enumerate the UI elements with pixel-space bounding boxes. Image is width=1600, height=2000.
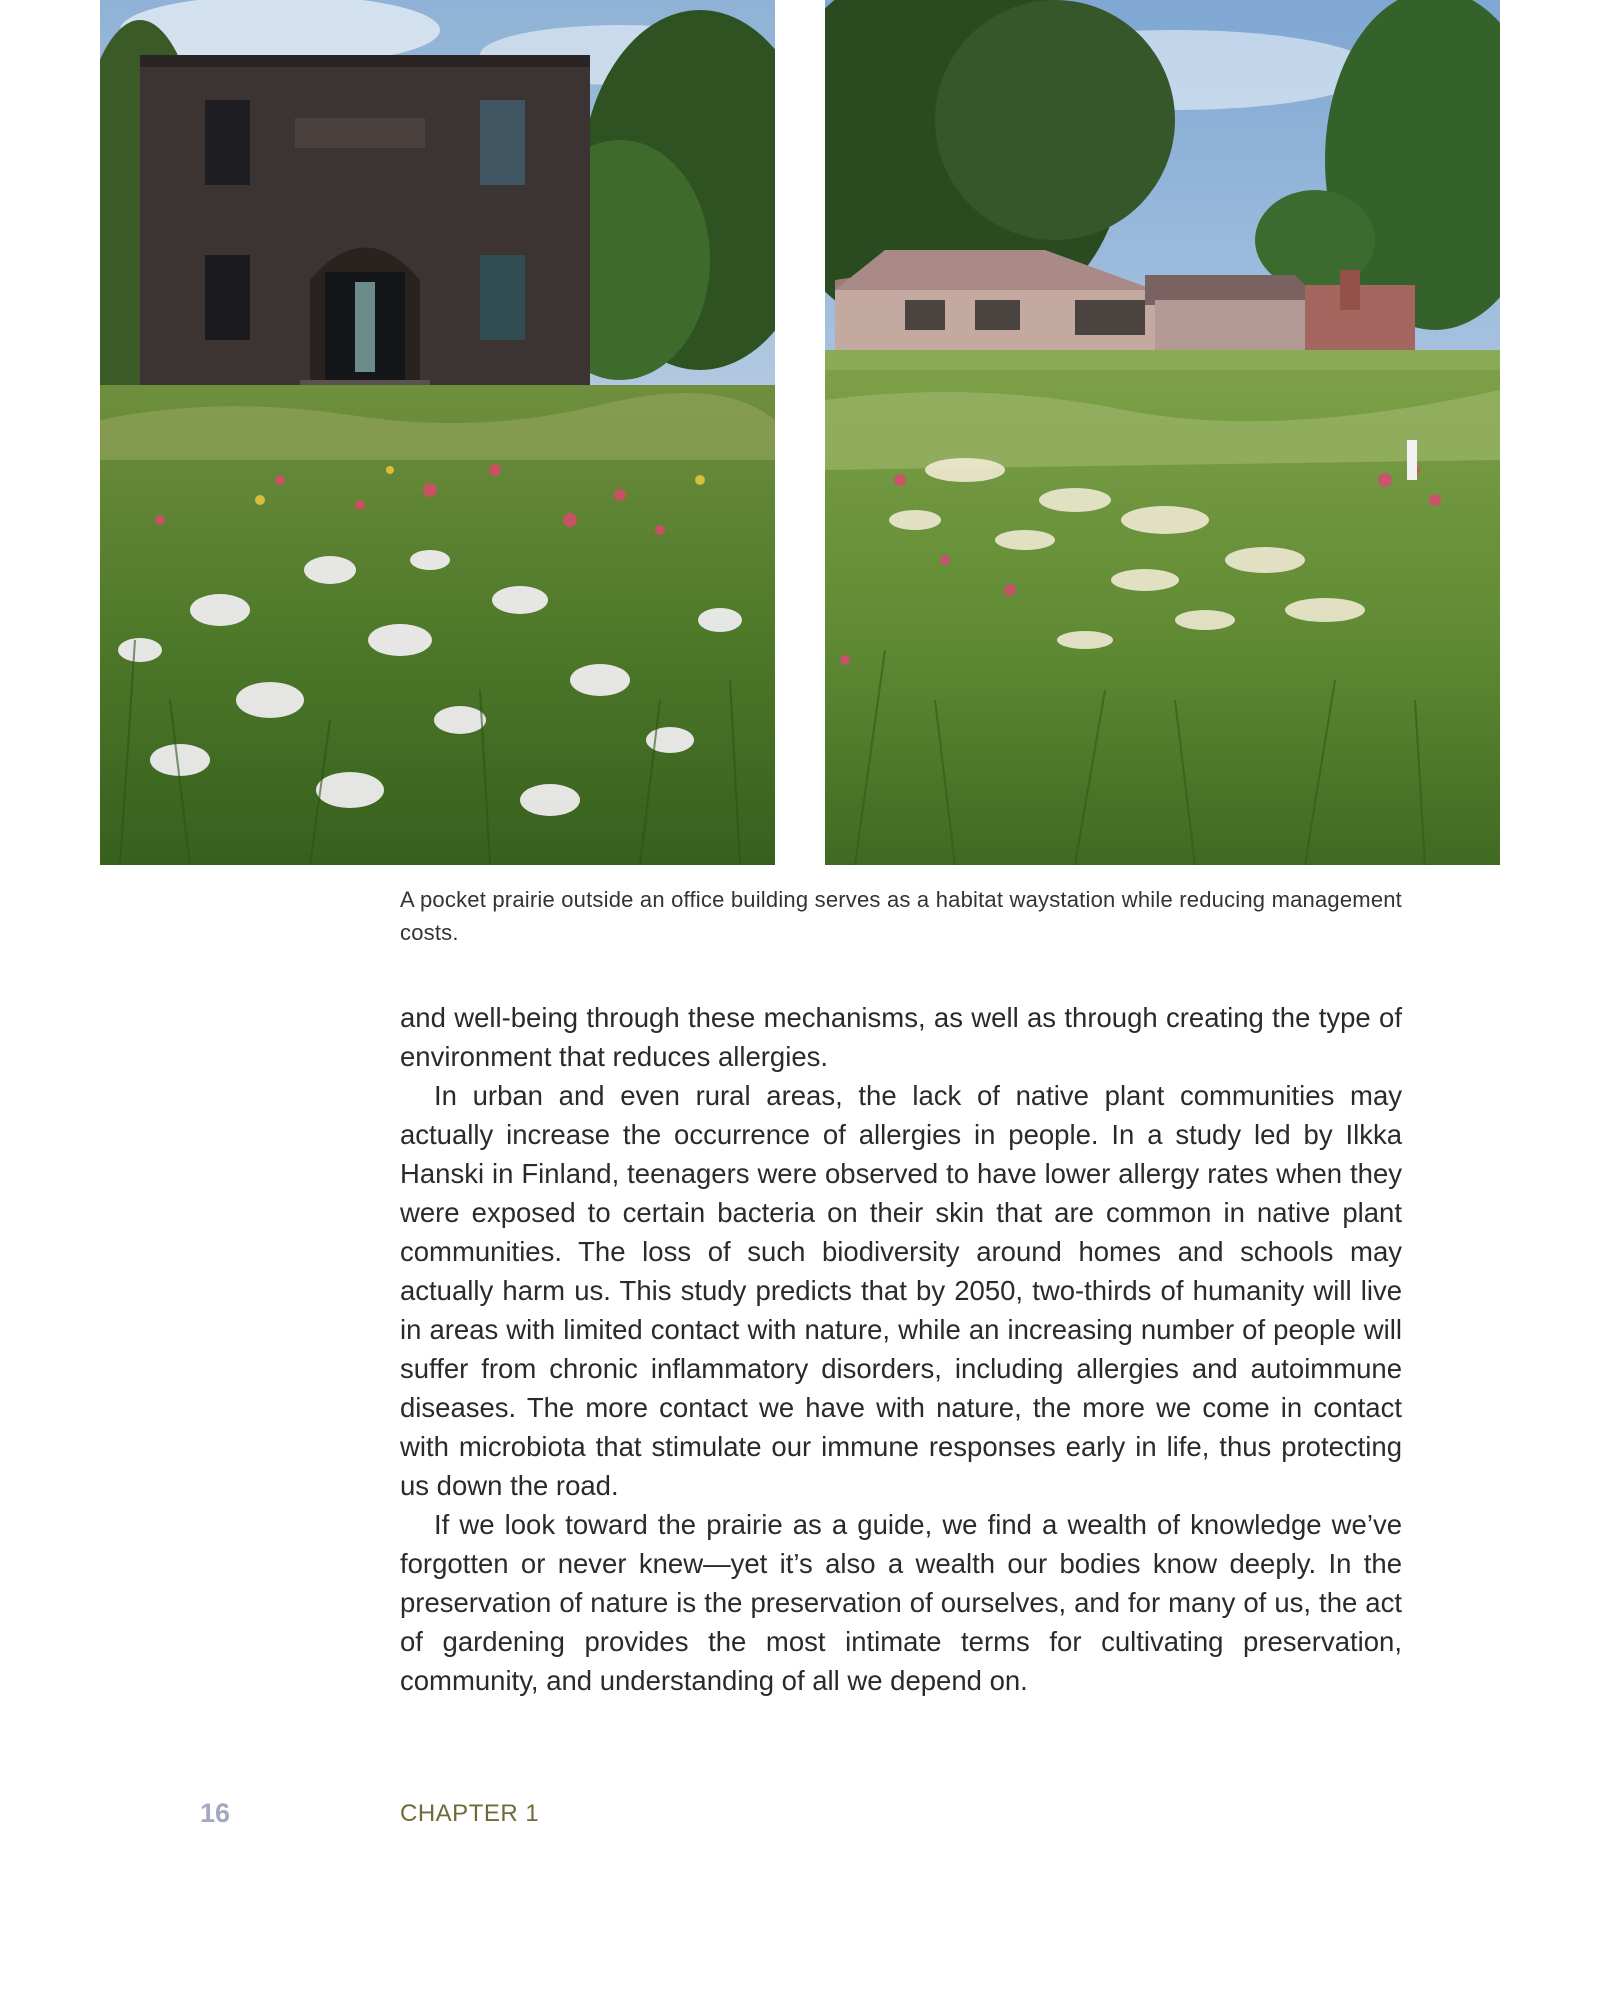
paragraph: In urban and even rural areas, the lack of native plant communities may actually increase the occurrence of allergies in people. In a study led by Ilkka Hanski in Finland, teenagers were observed to have lower allergy rates when they were exposed to certain bacteria on their skin that are common in native plant communities. The loss of such biodiversity around homes and schools may actually harm us. This study predicts that by 2050, two-thirds of humanity will live in areas with limited contact with nature, while an increasing number of people will suffer from chronic inflammatory disorders, including allergies and autoimmune diseases. The more contact we have with nature, the more we come in contact with microbiota that stimulate our immune responses early in life, thus protecting us down the road.: [400, 1080, 1402, 1501]
houses-prairie-garden-photo: [825, 0, 1500, 865]
page-number: 16: [200, 1798, 231, 1828]
figure-caption: A pocket prairie outside an office building serves as a habitat waystation while reducing management costs.: [400, 887, 1402, 945]
body-text: [400, 998, 1402, 1700]
brick-office-building-prairie-photo: [100, 0, 775, 865]
running-head: CHAPTER 1: [400, 1800, 540, 1827]
paragraph: If we look toward the prairie as a guide, we find a wealth of knowledge we’ve forgotten or never knew—yet it’s also a wealth our bodies know deeply. In the preservation of nature is the preservation of ourselves, and for many of us, the act of gardening provides the most intimate terms for cultivating preservation, community, and understanding of all we depend on.: [400, 1509, 1402, 1696]
paragraph: and well-being through these mechanisms, as well as through creating the type of environment that reduces allergies.: [400, 1002, 1402, 1072]
